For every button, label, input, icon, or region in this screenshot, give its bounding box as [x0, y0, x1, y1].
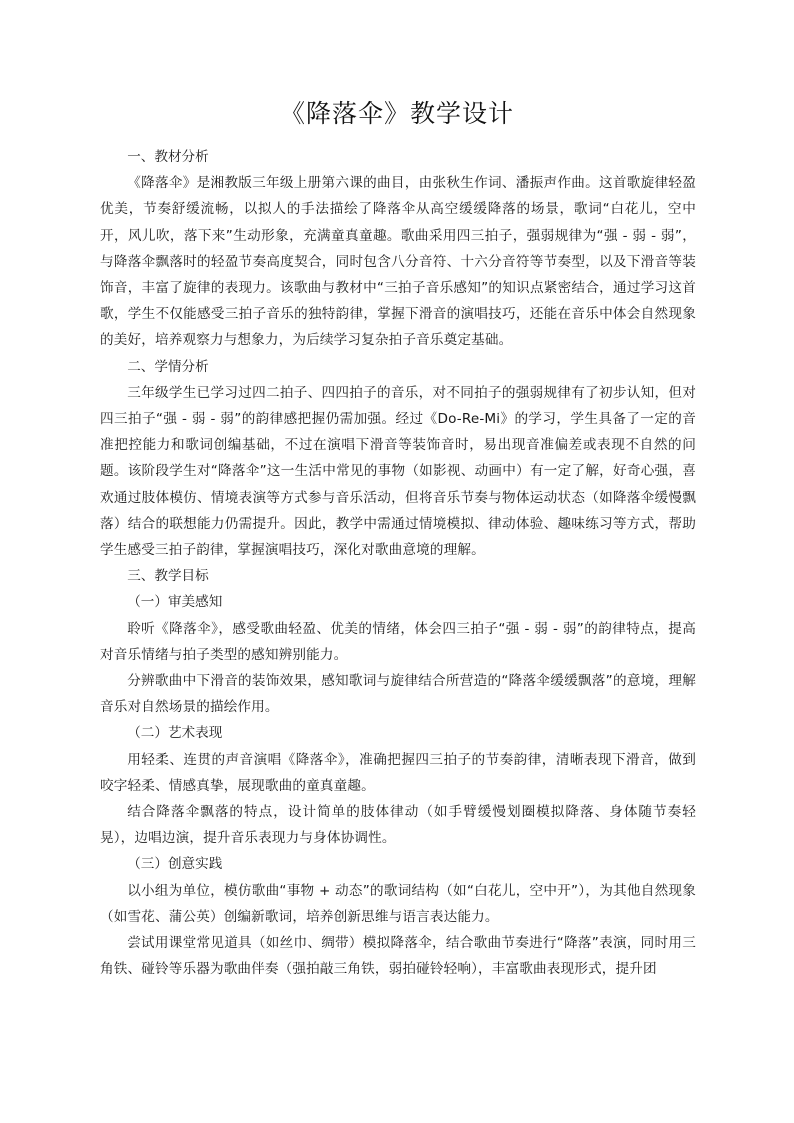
section-heading: 二、学情分析 [127, 358, 209, 375]
paragraph: 以小组为单位，模仿歌曲“事物 + 动态”的歌词结构（如“白花儿，空中开”），为其他自然现象（如雪花、蒲公英）创编新歌词，培养创新思维与语言表达能力。 [100, 882, 696, 925]
paragraph: 分辨歌曲中下滑音的装饰效果，感知歌词与旋律结合所营造的“降落伞缓缓飘落”的意境，理解音乐对自然场景的描绘作用。 [100, 673, 696, 716]
paragraph: 《降落伞》是湘教版三年级上册第六课的曲目，由张秋生作词、潘振声作曲。这首歌旋律轻盈优美，节奏舒缓流畅，以拟人的手法描绘了降落伞从高空缓缓降落的场景，歌词“白花儿，空中开，风儿吹，落下来”生动形象，充满童真童趣。歌曲采用四三拍子，强弱规律为“强 - 弱 - 弱”，与降落伞飘落时的轻盈节奏高度契合，同时包含八分音符、十六分音符等节奏型，以及下滑音等装饰音，丰富了旋律的表现力。该歌曲与教材中“三拍子音乐感知”的知识点紧密结合，通过学习这首歌，学生不仅能感受三拍子音乐的独特韵律，掌握下滑音的演唱技巧，还能在音乐中体会自然现象的美好，培养观察力与想象力，为后续学习复杂拍子音乐奠定基础。 [100, 175, 696, 349]
document-title: 《降落伞》教学设计 [279, 99, 514, 128]
subsection-heading: （三）创意实践 [127, 856, 223, 873]
document-body [100, 144, 696, 983]
section-heading: 三、教学目标 [127, 568, 209, 585]
subsection-heading: （一）审美感知 [127, 594, 223, 611]
paragraph: 三年级学生已学习过四二拍子、四四拍子的音乐，对不同拍子的强弱规律有了初步认知，但对四三拍子“强 - 弱 - 弱”的韵律感把握仍需加强。经过《Do-Re-Mi》的学习，学生具备了一定的音准把控能力和歌词创编基础，不过在演唱下滑音等装饰音时，易出现音准偏差或表现不自然的问题。该阶段学生对“降落伞”这一生活中常见的事物（如影视、动画中）有一定了解，好奇心强，喜欢通过肢体模仿、情境表演等方式参与音乐活动，但将音乐节奏与物体运动状态（如降落伞缓慢飘落）结合的联想能力仍需提升。因此，教学中需通过情境模拟、律动体验、趣味练习等方式，帮助学生感受三拍子韵律，掌握演唱技巧，深化对歌曲意境的理解。 [100, 384, 696, 559]
paragraph: 用轻柔、连贯的声音演唱《降落伞》，准确把握四三拍子的节奏韵律，清晰表现下滑音，做到咬字轻柔、情感真挚，展现歌曲的童真童趣。 [100, 751, 696, 794]
paragraph: 结合降落伞飘落的特点，设计简单的肢体律动（如手臂缓慢划圈模拟降落、身体随节奏轻晃），边唱边演，提升音乐表现力与身体协调性。 [100, 804, 696, 847]
section-heading: 一、教材分析 [127, 149, 209, 165]
subsection-heading: （二）艺术表现 [127, 725, 223, 742]
paragraph: 尝试用课堂常见道具（如丝巾、绸带）模拟降落伞，结合歌曲节奏进行“降落”表演，同时用三角铁、碰铃等乐器为歌曲伴奏（强拍敲三角铁，弱拍碰铃轻响），丰富歌曲表现形式，提升团 [100, 935, 696, 978]
paragraph: 聆听《降落伞》，感受歌曲轻盈、优美的情绪，体会四三拍子“强 - 弱 - 弱”的韵律特点，提高对音乐情绪与拍子类型的感知辨别能力。 [100, 620, 696, 663]
